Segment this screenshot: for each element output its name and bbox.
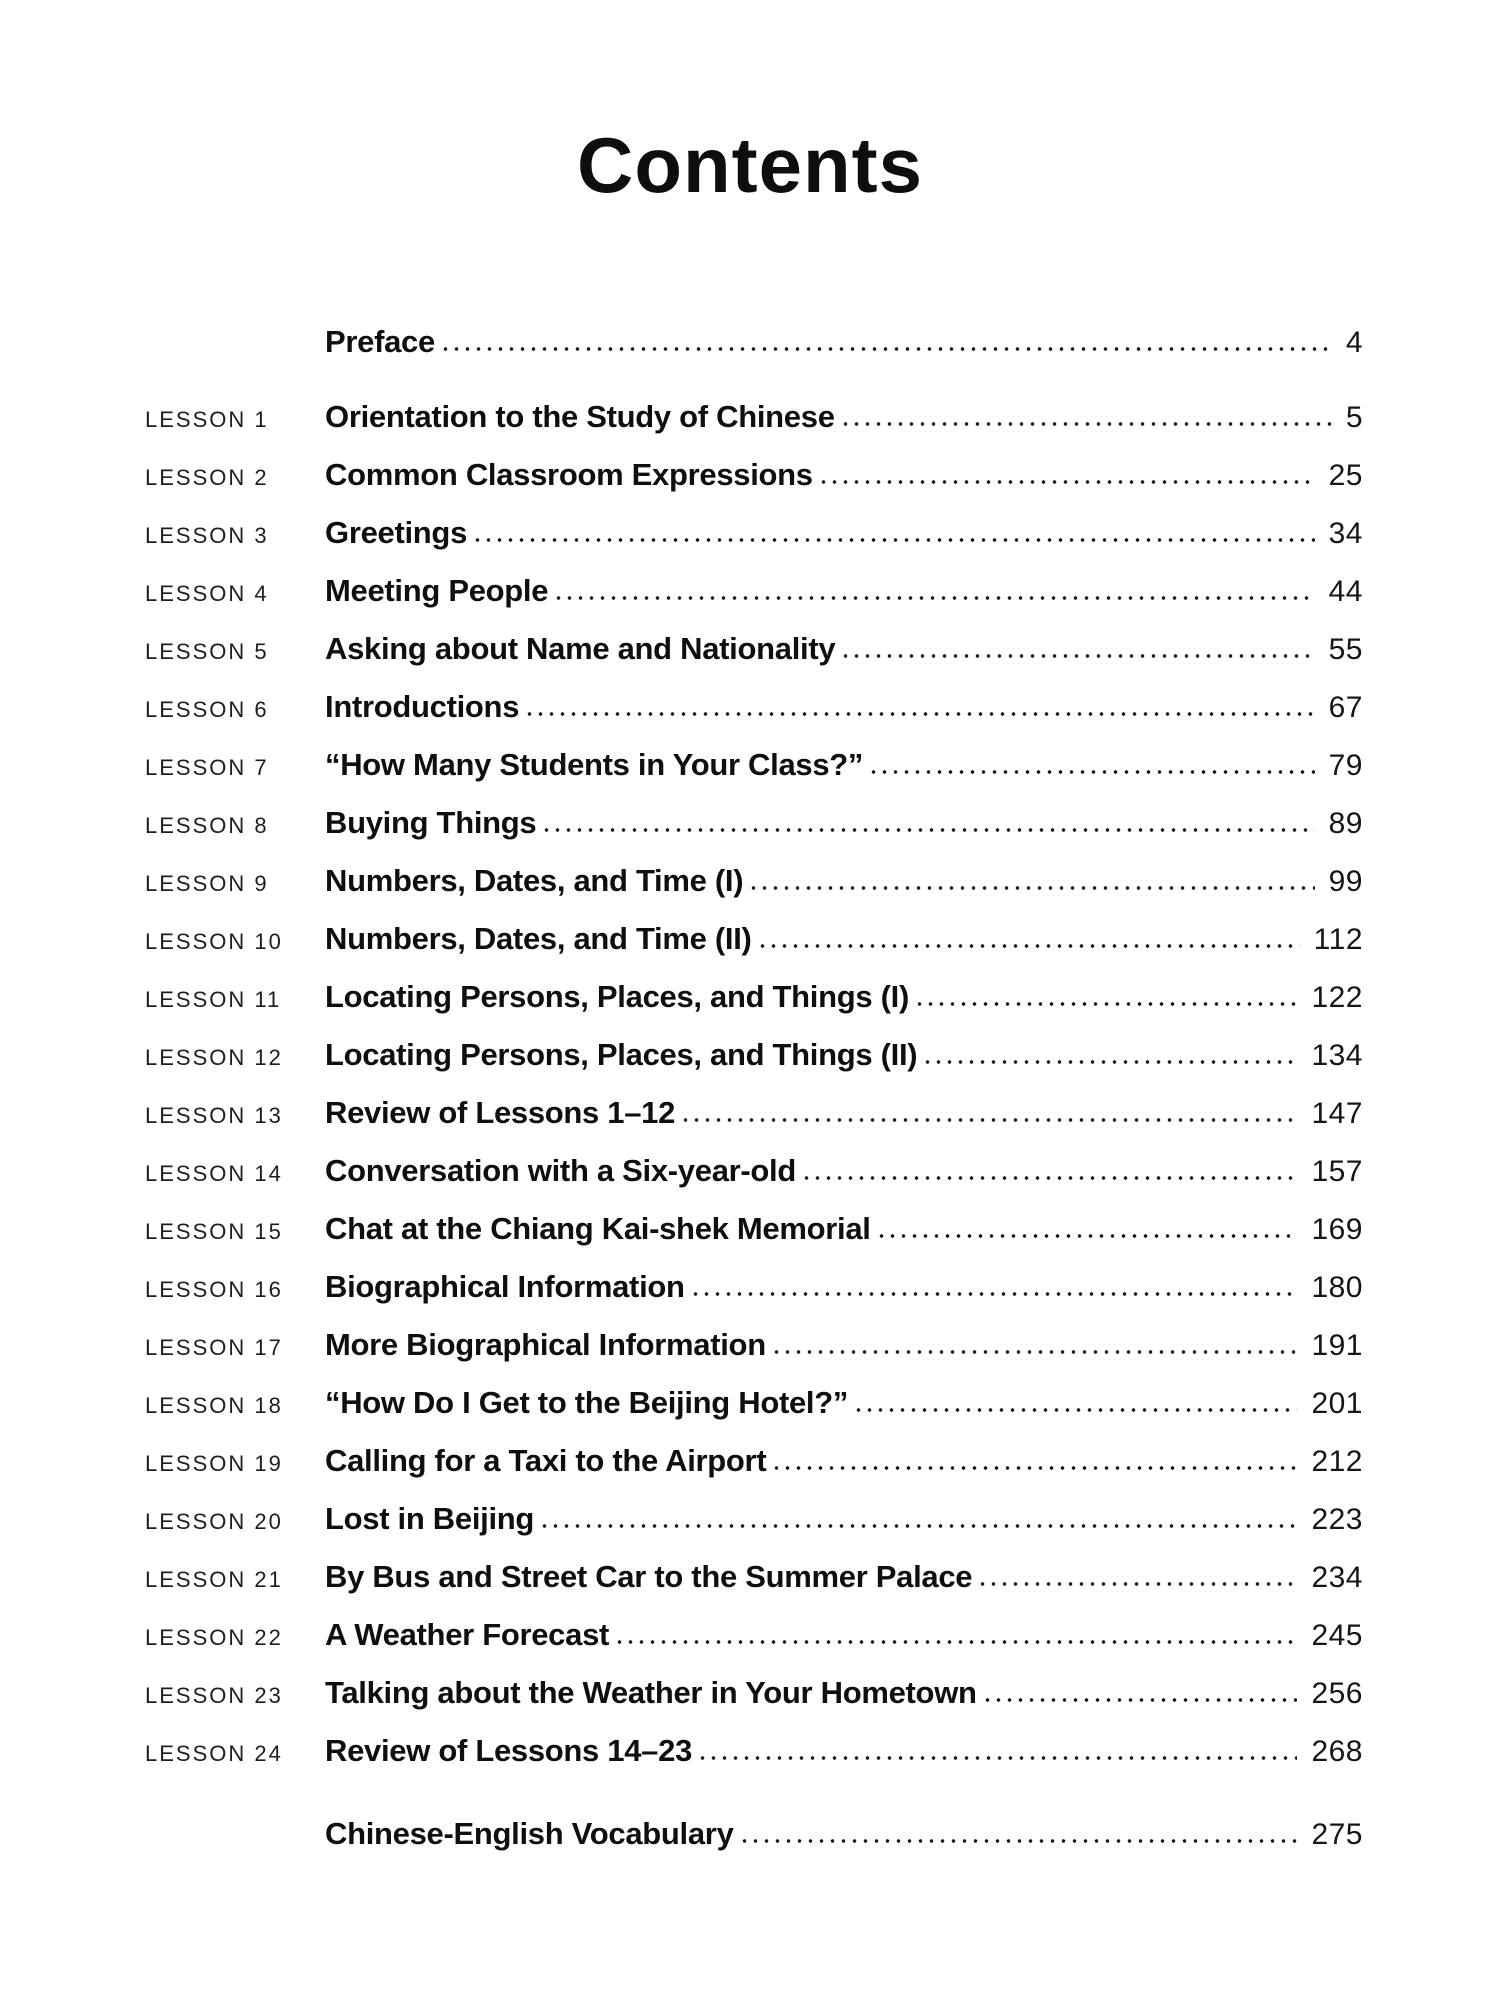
dot-leader [539,1523,1297,1529]
entry-title: Common Classroom Expressions [325,457,813,492]
toc-row [145,1327,1363,1385]
page-number: 223 [1311,1503,1363,1536]
toc-row [145,1095,1363,1153]
dot-leader [757,943,1300,949]
lesson-label: LESSON 17 [145,1335,283,1360]
toc-row [145,573,1363,631]
entry-title: Numbers, Dates, and Time (II) [325,921,752,956]
dot-leader [440,346,1332,352]
entry-title: By Bus and Street Car to the Summer Palace [325,1559,973,1594]
toc-row [145,1385,1363,1443]
page-number: 25 [1328,459,1363,492]
toc-row [145,1153,1363,1211]
entry-title: Introductions [325,689,520,724]
lesson-label: LESSON 8 [145,813,269,838]
dot-leader [614,1639,1297,1645]
lesson-label: LESSON 21 [145,1567,283,1592]
dot-leader [801,1175,1297,1181]
toc-row [145,1211,1363,1269]
toc-row [145,631,1363,689]
page-number: 157 [1311,1155,1363,1188]
toc-row [145,747,1363,805]
toc-row [145,399,1363,457]
dot-leader [914,1001,1297,1007]
dot-leader [697,1755,1297,1761]
entry-title: A Weather Forecast [325,1617,610,1652]
dot-leader [840,421,1332,427]
dot-leader [771,1349,1298,1355]
lesson-label: LESSON 11 [145,987,282,1012]
page-number: 34 [1328,517,1363,550]
entry-title: Biographical Information [325,1269,685,1304]
toc-row-vocabulary [145,1816,1363,1874]
page-number: 256 [1311,1677,1363,1710]
entry-title: Review of Lessons 14–23 [325,1733,693,1768]
lesson-label: LESSON 9 [145,871,269,896]
page-number: 191 [1311,1329,1363,1362]
dot-leader [680,1117,1297,1123]
entry-title: Talking about the Weather in Your Hometown [325,1675,977,1710]
lesson-label: LESSON 15 [145,1219,283,1244]
toc-row-preface [145,324,1363,382]
toc-row [145,1617,1363,1675]
dot-leader [553,595,1314,601]
toc-row [145,1559,1363,1617]
lesson-label: LESSON 19 [145,1451,283,1476]
dot-leader [876,1233,1298,1239]
lesson-label: LESSON 13 [145,1103,283,1128]
lesson-label: LESSON 3 [145,523,269,548]
entry-title: Asking about Name and Nationality [325,631,836,666]
dot-leader [739,1838,1298,1844]
page-number: 180 [1311,1271,1363,1304]
lesson-label: LESSON 7 [145,755,269,780]
dot-leader [690,1291,1298,1297]
dot-leader [524,711,1314,717]
lesson-label: LESSON 14 [145,1161,283,1186]
toc-row [145,515,1363,573]
dot-leader [840,653,1314,659]
toc-row [145,1269,1363,1327]
dot-leader [748,885,1314,891]
entry-title: Review of Lessons 1–12 [325,1095,676,1130]
entry-title: Chinese-English Vocabulary [325,1816,734,1851]
dot-leader [868,769,1315,775]
section-gap [145,1791,1363,1816]
page-number: 169 [1311,1213,1363,1246]
page-number: 275 [1311,1818,1363,1851]
lesson-label: LESSON 2 [145,465,269,490]
page-number: 212 [1311,1445,1363,1478]
table-of-contents [145,324,1363,1874]
lesson-label: LESSON 4 [145,581,269,606]
page-number: 122 [1311,981,1363,1014]
toc-row [145,921,1363,979]
page-number: 5 [1345,401,1363,434]
entry-title: Locating Persons, Places, and Things (II) [325,1037,918,1072]
dot-leader [472,537,1315,543]
page-number: 44 [1328,575,1363,608]
lesson-label: LESSON 16 [145,1277,283,1302]
page-number: 99 [1328,865,1363,898]
page-number: 4 [1345,326,1363,359]
entry-title: Lost in Beijing [325,1501,535,1536]
entry-title: Numbers, Dates, and Time (I) [325,863,744,898]
toc-row [145,1443,1363,1501]
entry-title: Meeting People [325,573,549,608]
entry-title: More Biographical Information [325,1327,766,1362]
page-number: 55 [1328,633,1363,666]
toc-row [145,1733,1363,1791]
dot-leader [771,1465,1297,1471]
page-number: 112 [1313,923,1363,956]
lesson-label: LESSON 5 [145,639,269,664]
lesson-label: LESSON 18 [145,1393,283,1418]
dot-leader [977,1581,1297,1587]
page-number: 201 [1311,1387,1363,1420]
entry-title: Conversation with a Six-year-old [325,1153,797,1188]
page-number: 67 [1328,691,1363,724]
page-number: 147 [1311,1097,1363,1130]
entry-title: “How Do I Get to the Beijing Hotel?” [325,1385,849,1420]
lesson-label: LESSON 24 [145,1741,283,1766]
entry-title: Buying Things [325,805,537,840]
toc-row [145,1037,1363,1095]
toc-row [145,979,1363,1037]
entry-title: Preface [325,324,435,359]
dot-leader [922,1059,1297,1065]
page-number: 134 [1311,1039,1363,1072]
entry-title: “How Many Students in Your Class?” [325,747,864,782]
entry-title: Chat at the Chiang Kai-shek Memorial [325,1211,871,1246]
page-number: 268 [1311,1735,1363,1768]
entry-title: Greetings [325,515,468,550]
toc-row [145,863,1363,921]
dot-leader [818,479,1315,485]
page-title: Contents [577,121,923,209]
lesson-label: LESSON 23 [145,1683,283,1708]
lesson-label: LESSON 10 [145,929,283,954]
page-number: 245 [1311,1619,1363,1652]
toc-row [145,689,1363,747]
lesson-label: LESSON 6 [145,697,269,722]
entry-title: Orientation to the Study of Chinese [325,399,835,434]
dot-leader [853,1407,1297,1413]
toc-row [145,457,1363,515]
dot-leader [541,827,1314,833]
lesson-label: LESSON 22 [145,1625,283,1650]
toc-row [145,1675,1363,1733]
toc-row [145,805,1363,863]
entry-title: Locating Persons, Places, and Things (I) [325,979,910,1014]
entry-title: Calling for a Taxi to the Airport [325,1443,767,1478]
page-number: 89 [1328,807,1363,840]
page-number: 79 [1328,749,1363,782]
lesson-label: LESSON 20 [145,1509,283,1534]
section-gap [145,382,1363,399]
page-number: 234 [1311,1561,1363,1594]
toc-row [145,1501,1363,1559]
dot-leader [982,1697,1298,1703]
lesson-label: LESSON 12 [145,1045,283,1070]
lesson-label: LESSON 1 [145,407,269,432]
